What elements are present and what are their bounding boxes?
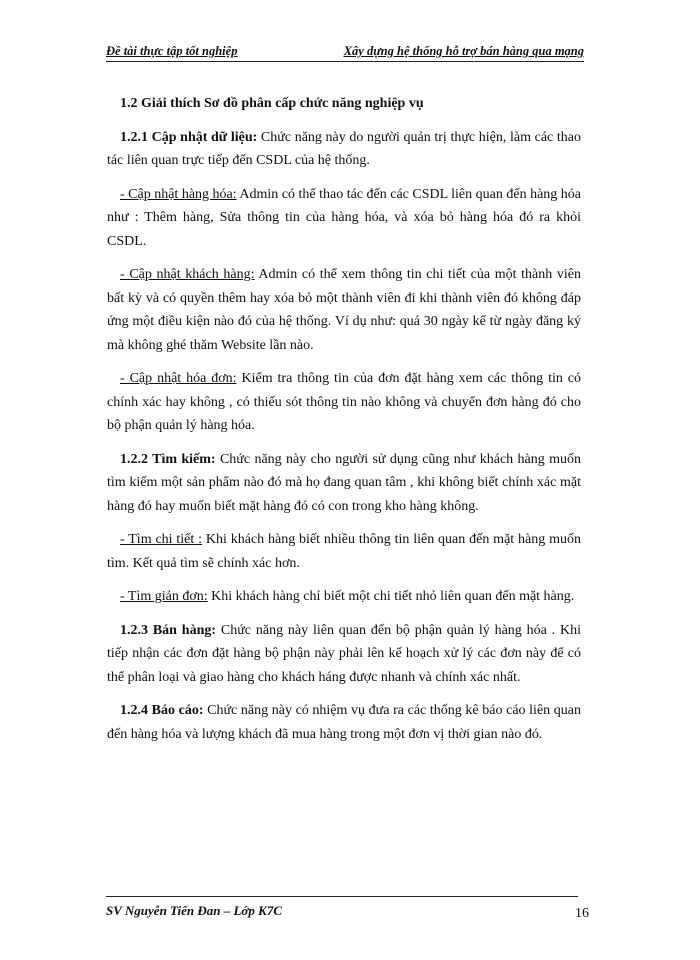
paragraph-text: Khi khách hàng biết nhiều thông tin liên quan đến mặt hàng muốn tìm. Kết quả tìm sẽ chính xác hơn. [107, 532, 581, 571]
paragraph-search [107, 448, 581, 519]
paragraph-update-data [107, 126, 581, 173]
paragraph-lead: 1.2.2 Tìm kiếm: [120, 451, 216, 467]
header-right-title: Xây dựng hệ thống hỗ trợ bán hàng qua mạng [343, 44, 584, 58]
page-number: 16 [575, 906, 589, 921]
document-body [107, 92, 581, 756]
paragraph-lead: 1.2.1 Cập nhật dữ liệu: [120, 129, 258, 145]
header-left-title: Đề tài thực tập tốt nghiệp [106, 44, 238, 58]
paragraph-lead: - Cập nhật hàng hóa: [120, 186, 237, 202]
footer-author: SV Nguyễn Tiến Đan – Lớp K7C [106, 903, 283, 918]
paragraph-simple-search [107, 585, 581, 609]
paragraph-lead: 1.2.3 Bán hàng: [120, 622, 217, 638]
page-header [106, 42, 584, 62]
paragraph-lead: 1.2.4 Báo cáo: [120, 703, 204, 718]
paragraph-lead: - Tìm giản đơn: [120, 589, 208, 604]
section-title: 1.2 Giải thích Sơ đồ phân cấp chức năng nghiệp vụ [120, 96, 424, 111]
paragraph-text: Kiểm tra thông tin của đơn đặt hàng xem các thông tin có chính xác hay không , có thiếu sót thông tin nào không và chuyển đơn hàng đó cho bộ phận quản lý hàng hóa. [107, 371, 581, 433]
paragraph-text: Chức năng này do người quản trị thực hiện, làm các thao tác liên quan trực tiếp đến CSDL của hệ thống. [107, 129, 582, 168]
paragraph-sales [107, 619, 581, 690]
paragraph-reports [107, 699, 581, 746]
paragraph-text: Chức năng này có nhiệm vụ đưa ra các thống kê báo cáo liên quan đến hàng hóa và lượng khách đã mua hàng trong một đơn vị thời gian nào đó. [107, 703, 582, 742]
paragraph-lead: - Tìm chi tiết : [120, 532, 203, 547]
paragraph-update-customers [107, 263, 581, 357]
paragraph-text: Khi khách hàng chỉ biết một chi tiết nhỏ liên quan đến mặt hàng. [207, 589, 575, 604]
paragraph-update-goods [107, 183, 581, 254]
paragraph-lead: - Cập nhật khách hàng: [120, 267, 255, 282]
paragraph-text: Admin có thể xem thông tin chi tiết của một thành viên bất kỳ và có quyền thêm hay xóa bỏ một thành viên đi khi thành viên đó không đáp ứng một điều kiện nào đó của hệ thống. Ví dụ như: quá 30 ngày kể từ ngày đăng ký mà không ghé thăm Website lần nào. [107, 267, 581, 353]
paragraph-text: Admin có thể thao tác đến các CSDL liên quan đến hàng hóa như : Thêm hàng, Sửa thông tin của hàng hóa, và xóa bỏ hàng hóa đó ra khỏi CSDL. [107, 186, 582, 249]
footer-divider [106, 896, 578, 897]
paragraph-text: Chức năng này liên quan đến bộ phận quản lý hàng hóa . Khi tiếp nhận các đơn đặt hàng bộ phận này phải lên kế hoạch xử lý các đơn này để có thể phân loại và giao hàng cho khách háng được nhanh và chính xác nhất. [107, 622, 582, 685]
paragraph-update-invoices [107, 367, 581, 438]
paragraph-lead: - Cập nhật hóa đơn: [120, 371, 237, 386]
paragraph-detailed-search [107, 528, 581, 575]
paragraph-text: Chức năng này cho người sử dụng cũng như khách hàng muốn tìm kiếm một sản phẩm nào đó mà họ đang quan tâm , khi không biết chính xác mặt hàng đó hay muốn biết mặt hàng đó có con trong kho hàng không. [107, 451, 582, 514]
